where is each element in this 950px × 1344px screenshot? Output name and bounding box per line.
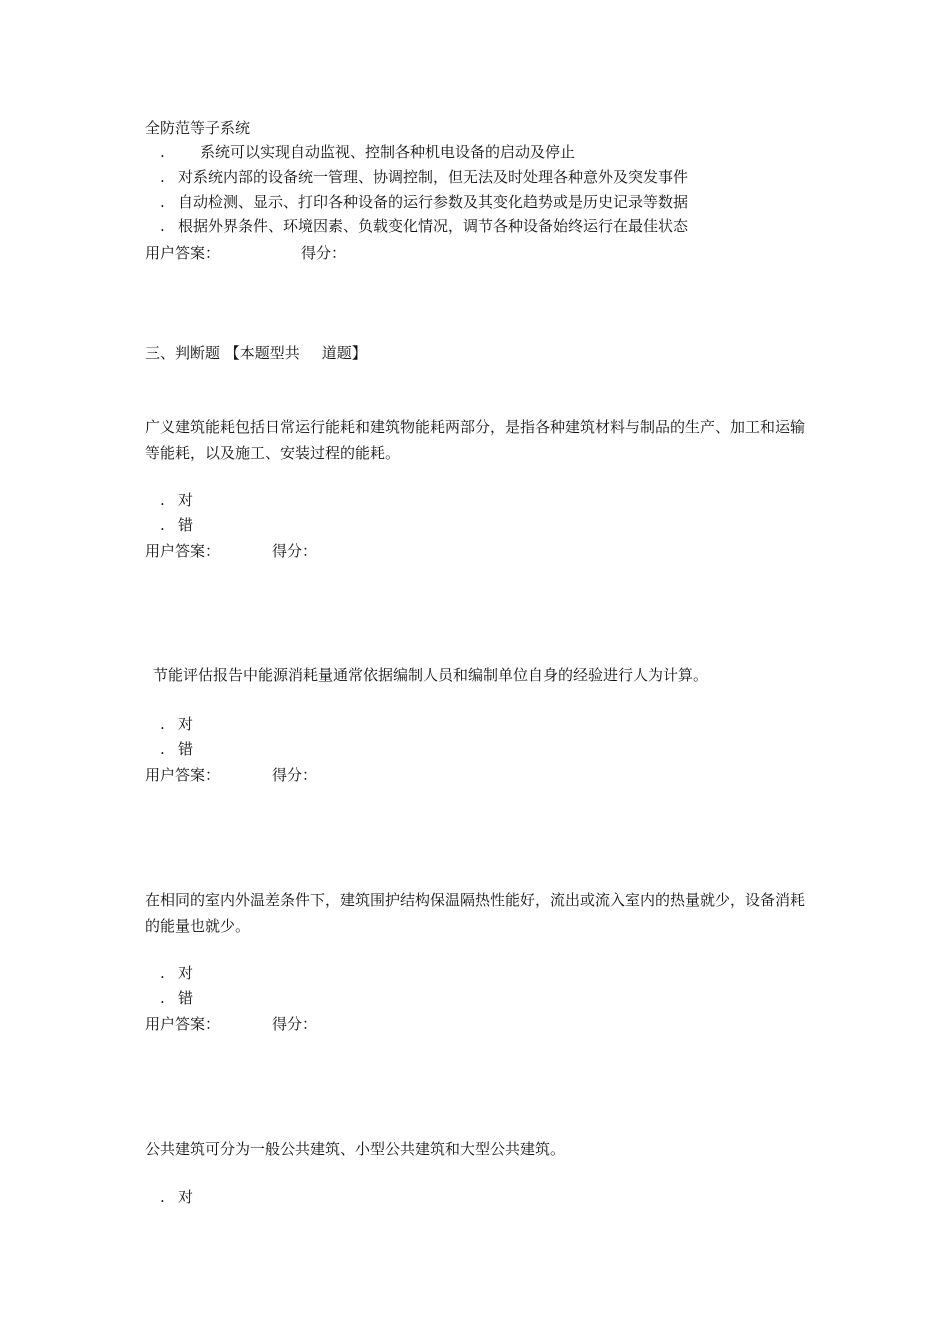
option-text: 对系统内部的设备统一管理、协调控制，但无法及时处理各种意外及突发事件 bbox=[178, 168, 689, 186]
question-2-text: 节能评估报告中能源消耗量通常依据编制人员和编制单位自身的经验进行人为计算。 bbox=[153, 666, 709, 684]
option-marker: . bbox=[160, 143, 165, 161]
answer-row bbox=[145, 1014, 317, 1034]
answer-row bbox=[145, 243, 346, 263]
option-marker: . bbox=[160, 217, 165, 235]
option-marker: . bbox=[160, 740, 165, 758]
option-false[interactable] bbox=[160, 739, 193, 759]
score-label: 得分： bbox=[272, 766, 318, 784]
user-answer-label: 用户答案： bbox=[145, 1015, 221, 1033]
option-c[interactable] bbox=[160, 192, 688, 212]
option-marker: . bbox=[160, 516, 165, 534]
option-marker: . bbox=[160, 168, 165, 186]
user-answer-label: 用户答案： bbox=[145, 766, 221, 784]
option-marker: . bbox=[160, 964, 165, 982]
option-text: 错 bbox=[178, 989, 194, 1007]
option-marker: . bbox=[160, 1188, 165, 1206]
option-marker: . bbox=[160, 491, 165, 509]
option-marker: . bbox=[160, 989, 165, 1007]
option-text: 对 bbox=[178, 964, 194, 982]
user-answer-label: 用户答案： bbox=[145, 542, 221, 560]
option-text: 错 bbox=[178, 516, 194, 534]
user-answer-label: 用户答案： bbox=[145, 244, 221, 262]
option-marker: . bbox=[160, 715, 165, 733]
option-true[interactable] bbox=[160, 490, 193, 510]
answer-row bbox=[145, 765, 317, 785]
option-b[interactable] bbox=[160, 167, 688, 187]
option-text: 对 bbox=[178, 1188, 194, 1206]
section-title-text: 三、判断题 【本题型共 bbox=[145, 344, 300, 362]
score-label: 得分： bbox=[272, 1015, 318, 1033]
option-true[interactable] bbox=[160, 714, 193, 734]
option-text: 自动检测、显示、打印各种设备的运行参数及其变化趋势或是历史记录等数据 bbox=[178, 193, 689, 211]
score-label: 得分： bbox=[301, 244, 347, 262]
option-d[interactable] bbox=[160, 216, 688, 236]
score-label: 得分： bbox=[272, 542, 318, 560]
option-text: 错 bbox=[178, 740, 194, 758]
question-4-text: 公共建筑可分为一般公共建筑、小型公共建筑和大型公共建筑。 bbox=[145, 1140, 566, 1158]
option-text: 对 bbox=[178, 715, 194, 733]
section-title-suffix: 道题】 bbox=[321, 344, 367, 362]
option-marker: . bbox=[160, 193, 165, 211]
question-text-tail: 全防范等子系统 bbox=[145, 119, 251, 137]
question-3-text: 在相同的室内外温差条件下，建筑围护结构保温隔热性能好，流出或流入室内的热量就少，设备消耗的能量也就少。 bbox=[145, 891, 806, 935]
option-true[interactable] bbox=[160, 963, 193, 983]
question-1-text: 广义建筑能耗包括日常运行能耗和建筑物能耗两部分，是指各种建筑材料与制品的生产、加工和运输等能耗，以及施工、安装过程的能耗。 bbox=[145, 418, 806, 462]
section-title bbox=[145, 343, 367, 363]
option-true[interactable] bbox=[160, 1187, 193, 1207]
option-text: 对 bbox=[178, 491, 194, 509]
option-false[interactable] bbox=[160, 988, 193, 1008]
option-text: 系统可以实现自动监视、控制各种机电设备的启动及停止 bbox=[200, 143, 576, 161]
option-text: 根据外界条件、环境因素、负载变化情况，调节各种设备始终运行在最佳状态 bbox=[178, 217, 689, 235]
answer-row bbox=[145, 541, 317, 561]
option-a[interactable] bbox=[160, 142, 575, 162]
option-false[interactable] bbox=[160, 515, 193, 535]
